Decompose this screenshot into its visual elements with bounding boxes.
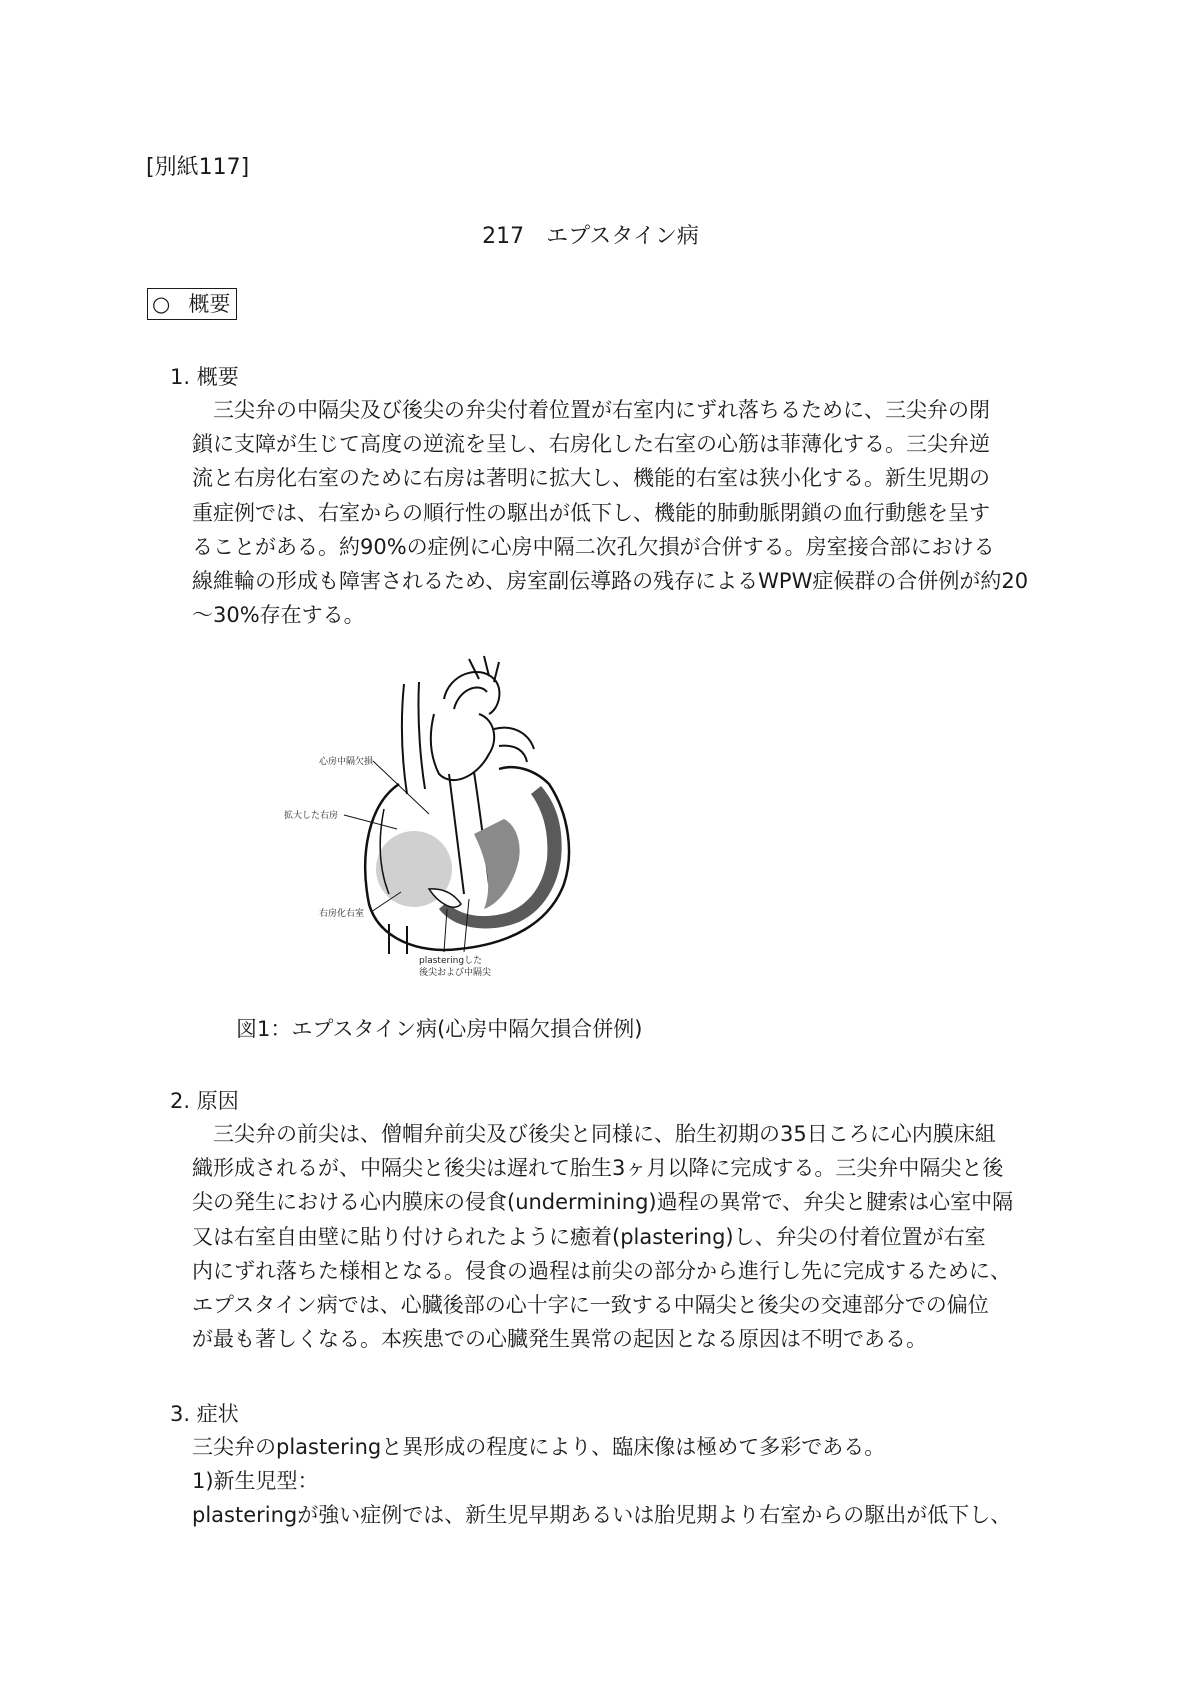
paragraph-line: ることがある。約90%の症例に心房中隔二次孔欠損が合併する。房室接合部における: [192, 534, 995, 559]
heart-diagram: [279, 654, 579, 990]
box-heading-label: 概要: [188, 292, 231, 316]
paragraph-line: 鎖に支障が生じて高度の逆流を呈し、右房化した右室の心筋は菲薄化する。三尖弁逆: [192, 432, 990, 457]
paragraph-line: 内にずれ落ちた様相となる。侵食の過程は前尖の部分から進行し先に完成するために、: [192, 1258, 1011, 1283]
paragraph-line: が最も著しくなる。本疾患での心臓発生異常の起因となる原因は不明である。: [192, 1327, 927, 1352]
paragraph-line: 又は右室自由壁に貼り付けられたように癒着(plastering)し、弁尖の付着位置が右室: [192, 1224, 986, 1249]
paragraph-line: 線維輪の形成も障害されるため、房室副伝導路の残存によるWPW症候群の合併例が約20: [192, 569, 1029, 594]
paragraph-line: エプスタイン病では、心臓後部の心十字に一致する中隔尖と後尖の交連部分での偏位: [192, 1293, 989, 1318]
section-heading-cause: 2. 原因: [170, 1089, 239, 1113]
paragraph-line: 尖の発生における心内膜床の侵食(undermining)過程の異常で、弁尖と腱索は心室中隔: [192, 1190, 1014, 1215]
label-asd: 心房中隔欠損: [319, 757, 374, 767]
appendix-label: [別紙117]: [146, 155, 250, 180]
section-heading-symptoms: 3. 症状: [170, 1402, 239, 1426]
paragraph-line: 三尖弁の中隔尖及び後尖の弁尖付着位置が右室内にずれ落ちるために、三尖弁の閉: [192, 398, 990, 422]
section-body-overview: [192, 393, 1032, 632]
label-enlarged-ra: 拡大した右房: [284, 811, 339, 821]
section-heading-overview: 1. 概要: [170, 365, 239, 389]
label-plastering-2: 後尖および中隔尖: [419, 968, 492, 978]
paragraph-line: ～30%存在する。: [192, 603, 365, 628]
circle-marker-icon: ○: [152, 292, 171, 316]
figure-caption: 図1：エプスタイン病(心房中隔欠損合併例): [236, 1017, 643, 1041]
label-plastering-1: plasteringした: [419, 956, 483, 966]
page-title: 217 エプスタイン病: [482, 224, 699, 249]
section-body-cause: [192, 1117, 1032, 1356]
paragraph-line: 織形成されるが、中隔尖と後尖は遅れて胎生3ヶ月以降に完成する。三尖弁中隔尖と後: [192, 1156, 1004, 1181]
paragraph-line: 三尖弁の前尖は、僧帽弁前尖及び後尖と同様に、胎生初期の35日ころに心内膜床組: [192, 1122, 996, 1146]
paragraph-line: 三尖弁のplasteringと異形成の程度により、臨床像は極めて多彩である。: [192, 1435, 886, 1459]
paragraph-line: 重症例では、右室からの順行性の駆出が低下し、機能的肺動脈閉鎖の血行動態を呈す: [192, 500, 990, 525]
label-atrialized-rv: 右房化右室: [319, 909, 365, 919]
paragraph-line: 1)新生児型：: [192, 1469, 319, 1494]
section-body-symptoms: [192, 1430, 1032, 1533]
paragraph-line: 流と右房化右室のために右房は著明に拡大し、機能的右室は狭小化する。新生児期の: [192, 466, 990, 491]
paragraph-line: plasteringが強い症例では、新生児早期あるいは胎児期より右室からの駆出が低下し、: [192, 1503, 1012, 1528]
overview-box-heading: [147, 288, 237, 320]
